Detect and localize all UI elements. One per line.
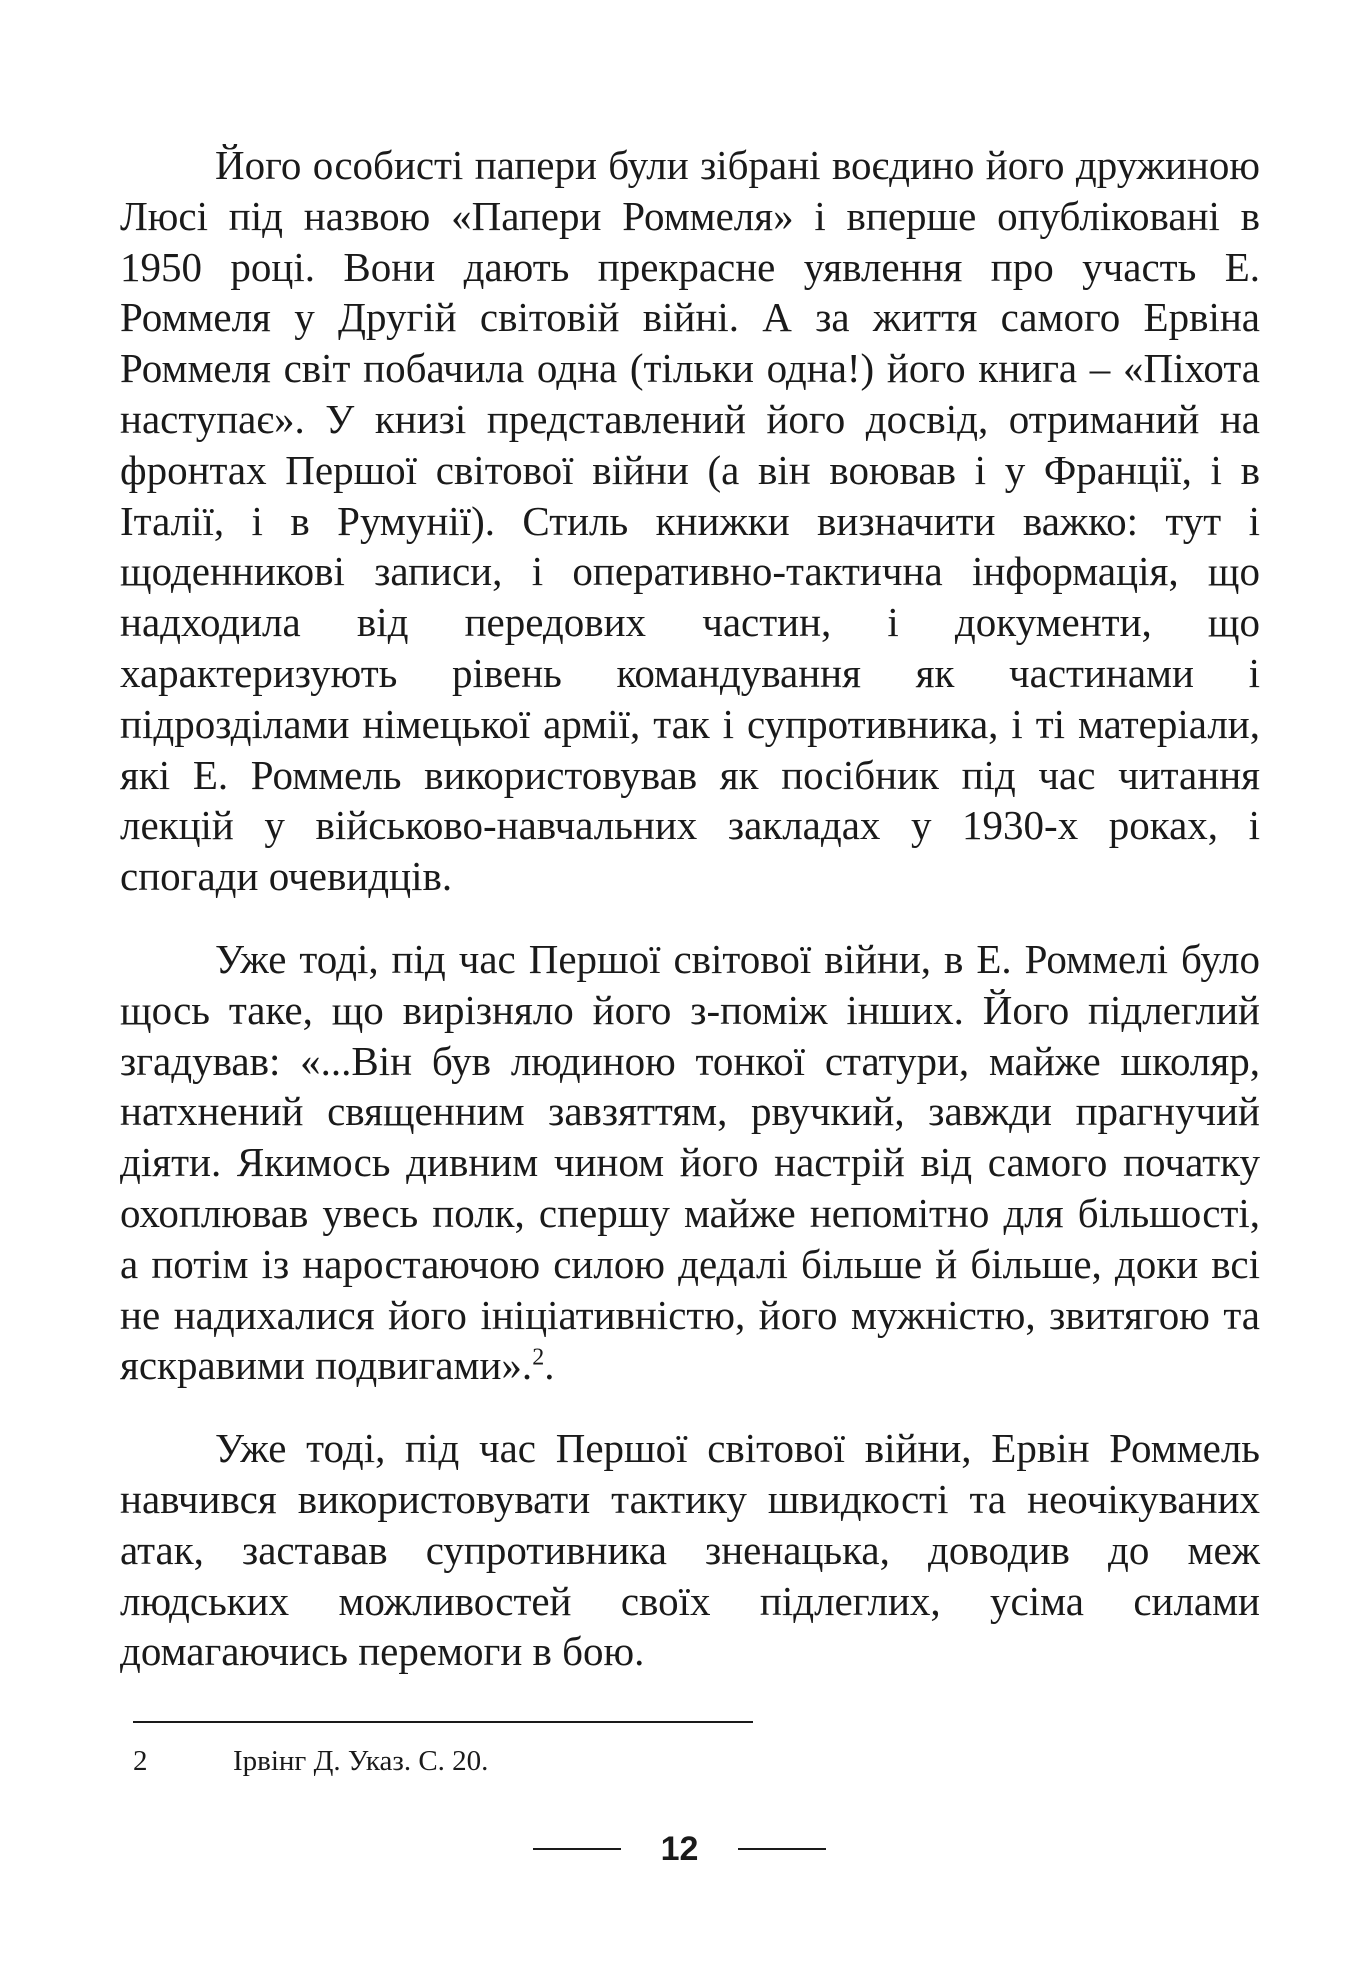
- footnote-divider: [133, 1721, 753, 1723]
- page-number-left-line: [533, 1848, 621, 1850]
- paragraph-2-text: Уже тоді, під час Першої світової війни, в Е. Роммелі було щось таке, що вирізняло його з-поміж інших. Його підлеглий згадував: «...Він був людиною тонкої статури, майже школяр, натхнений священним завзяттям, рвучкий, завжди прагнучий діяти. Якимось дивним чином його настрій від самого початку охоплював увесь полк, спершу майже непомітно для більшості, а потім із наростаючою силою дедалі більше й більше, доки всі не надихалися його ініціативністю, його мужністю, звитягою та яскравими подвигами».: [120, 935, 1260, 1389]
- paragraph-3-text: Уже тоді, під час Першої світової війни, Ервін Роммель навчився використовувати тактику швидкості та неочікуваних атак, заставав супротивника зненацька, доводив до меж людських можливостей своїх підлеглих, усіма силами домагаючись перемоги в бою.: [120, 1425, 1260, 1675]
- footnote: [133, 1743, 1133, 1779]
- paragraph-2: Уже тоді, під час Першої світової війни, в Е. Роммелі було щось таке, що вирізняло його з-поміж інших. Його підлеглий згадував: «...Він був людиною тонкої статури, майже школяр, натхнений священним завзяттям, рвучкий, завжди прагнучий діяти. Якимось дивним чином його настрій від самого початку охоплював увесь полк, спершу майже непомітно для більшості, а потім із наростаючою силою дедалі більше й більше, доки всі не надихалися його ініціативністю, його мужністю, звитягою та яскравими подвигами».$^2$.: [120, 935, 1260, 1389]
- page-number-right-line: [738, 1848, 826, 1850]
- paragraph-3: [120, 1423, 1260, 1677]
- page-number-row: [0, 1824, 1359, 1874]
- paragraph-1-text: Його особисті папери були зібрані воєдино його дружиною Люсі під назвою «Папери Роммеля» і вперше опубліковані в 1950 році. Вони дають прекрасне уявлення про участь Е. Роммеля у Другій світовій війні. А за життя самого Ервіна Роммеля світ побачила одна (тільки одна!) його книга – «Піхота наступає». У книзі представлений його досвід, отриманий на фронтах Першої світової війни (а він воював і у Франції, і в Італії, і в Румунії). Стиль книжки визначити важко: тут і щоденникові записи, і оперативно-тактична інформація, що надходила від передових частин, і документи, що характеризують рівень командування як частинами і підрозділами німецької армії, так і супротивника, і ті матеріали, які Е. Роммель використовував як посібник під час читання лекцій у військово-навчальних закладах у 1930-х роках, і спогади очевидців.: [120, 142, 1260, 900]
- paragraph-1: [120, 140, 1260, 902]
- page-number: 12: [660, 1830, 699, 1868]
- footnote-number: 2: [133, 1745, 148, 1777]
- main-text: [120, 140, 1260, 1677]
- footnote-text: Ірвінг Д. Указ. С. 20.: [233, 1745, 489, 1777]
- footnote-reference: 2: [532, 1344, 545, 1371]
